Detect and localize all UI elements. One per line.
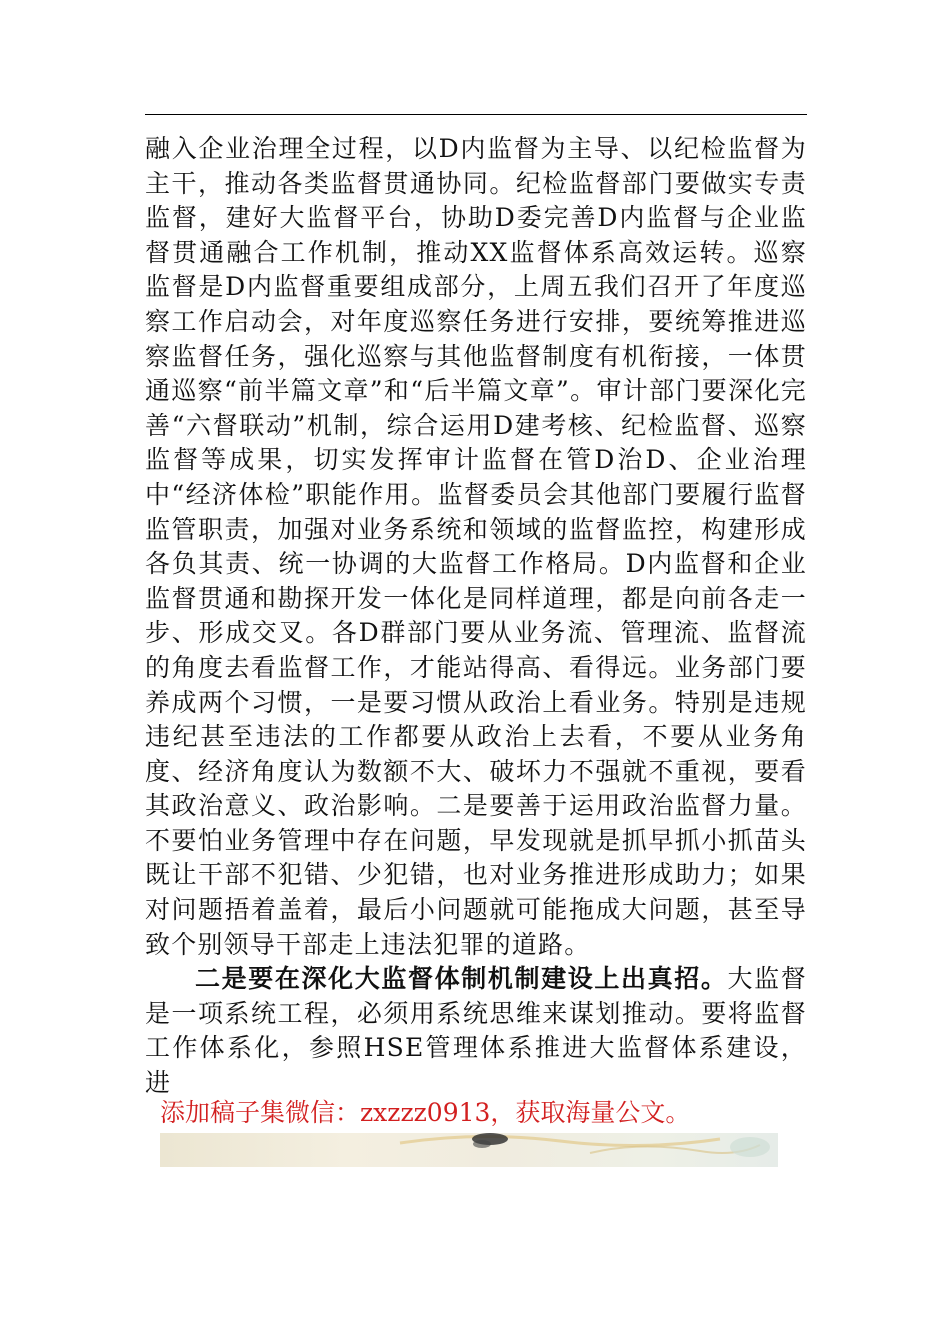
promo-line: 添加稿子集微信：zxzzz0913，获取海量公文。 <box>160 1098 691 1127</box>
decorative-banner-image <box>160 1133 778 1167</box>
paragraph-second <box>145 962 807 1100</box>
document-body <box>145 132 807 1101</box>
banner-artwork <box>160 1133 778 1167</box>
paragraph-continued: 融入企业治理全过程，以D内监督为主导、以纪检监督为主干，推动各类监督贯通协同。纪检监督部门要做实专责监督，建好大监督平台，协助D委完善D内监督与企业监督贯通融合工作机制，推动XX监督体系高效运转。巡察监督是D内监督重要组成部分，上周五我们召开了年度巡察工作启动会，对年度巡察任务进行安排，要统筹推进巡察监督任务，强化巡察与其他监督制度有机衔接，一体贯通巡察“前半篇文章”和“后半篇文章”。审计部门要深化完善“六督联动”机制，综合运用D建考核、纪检监督、巡察监督等成果，切实发挥审计监督在管D治D、企业治理中“经济体检”职能作用。监督委员会其他部门要履行监督监管职责，加强对业务系统和领域的监督监控，构建形成各负其责、统一协调的大监督工作格局。D内监督和企业监督贯通和勘探开发一体化是同样道理，都是向前各走一步、形成交叉。各D群部门要从业务流、管理流、监督流的角度去看监督工作，才能站得高、看得远。业务部门要养成两个习惯，一是要习惯从政治上看业务。特别是违规违纪甚至违法的工作都要从政治上去看，不要从业务角度、经济角度认为数额不大、破坏力不强就不重视，要看其政治意义、政治影响。二是要善于运用政治监督力量。不要怕业务管理中存在问题，早发现就是抓早抓小抓苗头既让干部不犯错、少犯错，也对业务推进形成助力；如果对问题捂着盖着，最后小问题就可能拖成大问题，甚至导致个别领导干部走上违法犯罪的道路。 <box>145 134 807 959</box>
paragraph-rest: 大监督是一项系统工程，必须用系统思维来谋划推动。要将监督工作体系化，参照HSE管理体系推进大监督体系建设，进 <box>145 964 807 1098</box>
paragraph-lead-bold: 二是要在深化大监督体制机制建设上出真招。 <box>195 964 728 994</box>
header-rule <box>145 114 807 115</box>
